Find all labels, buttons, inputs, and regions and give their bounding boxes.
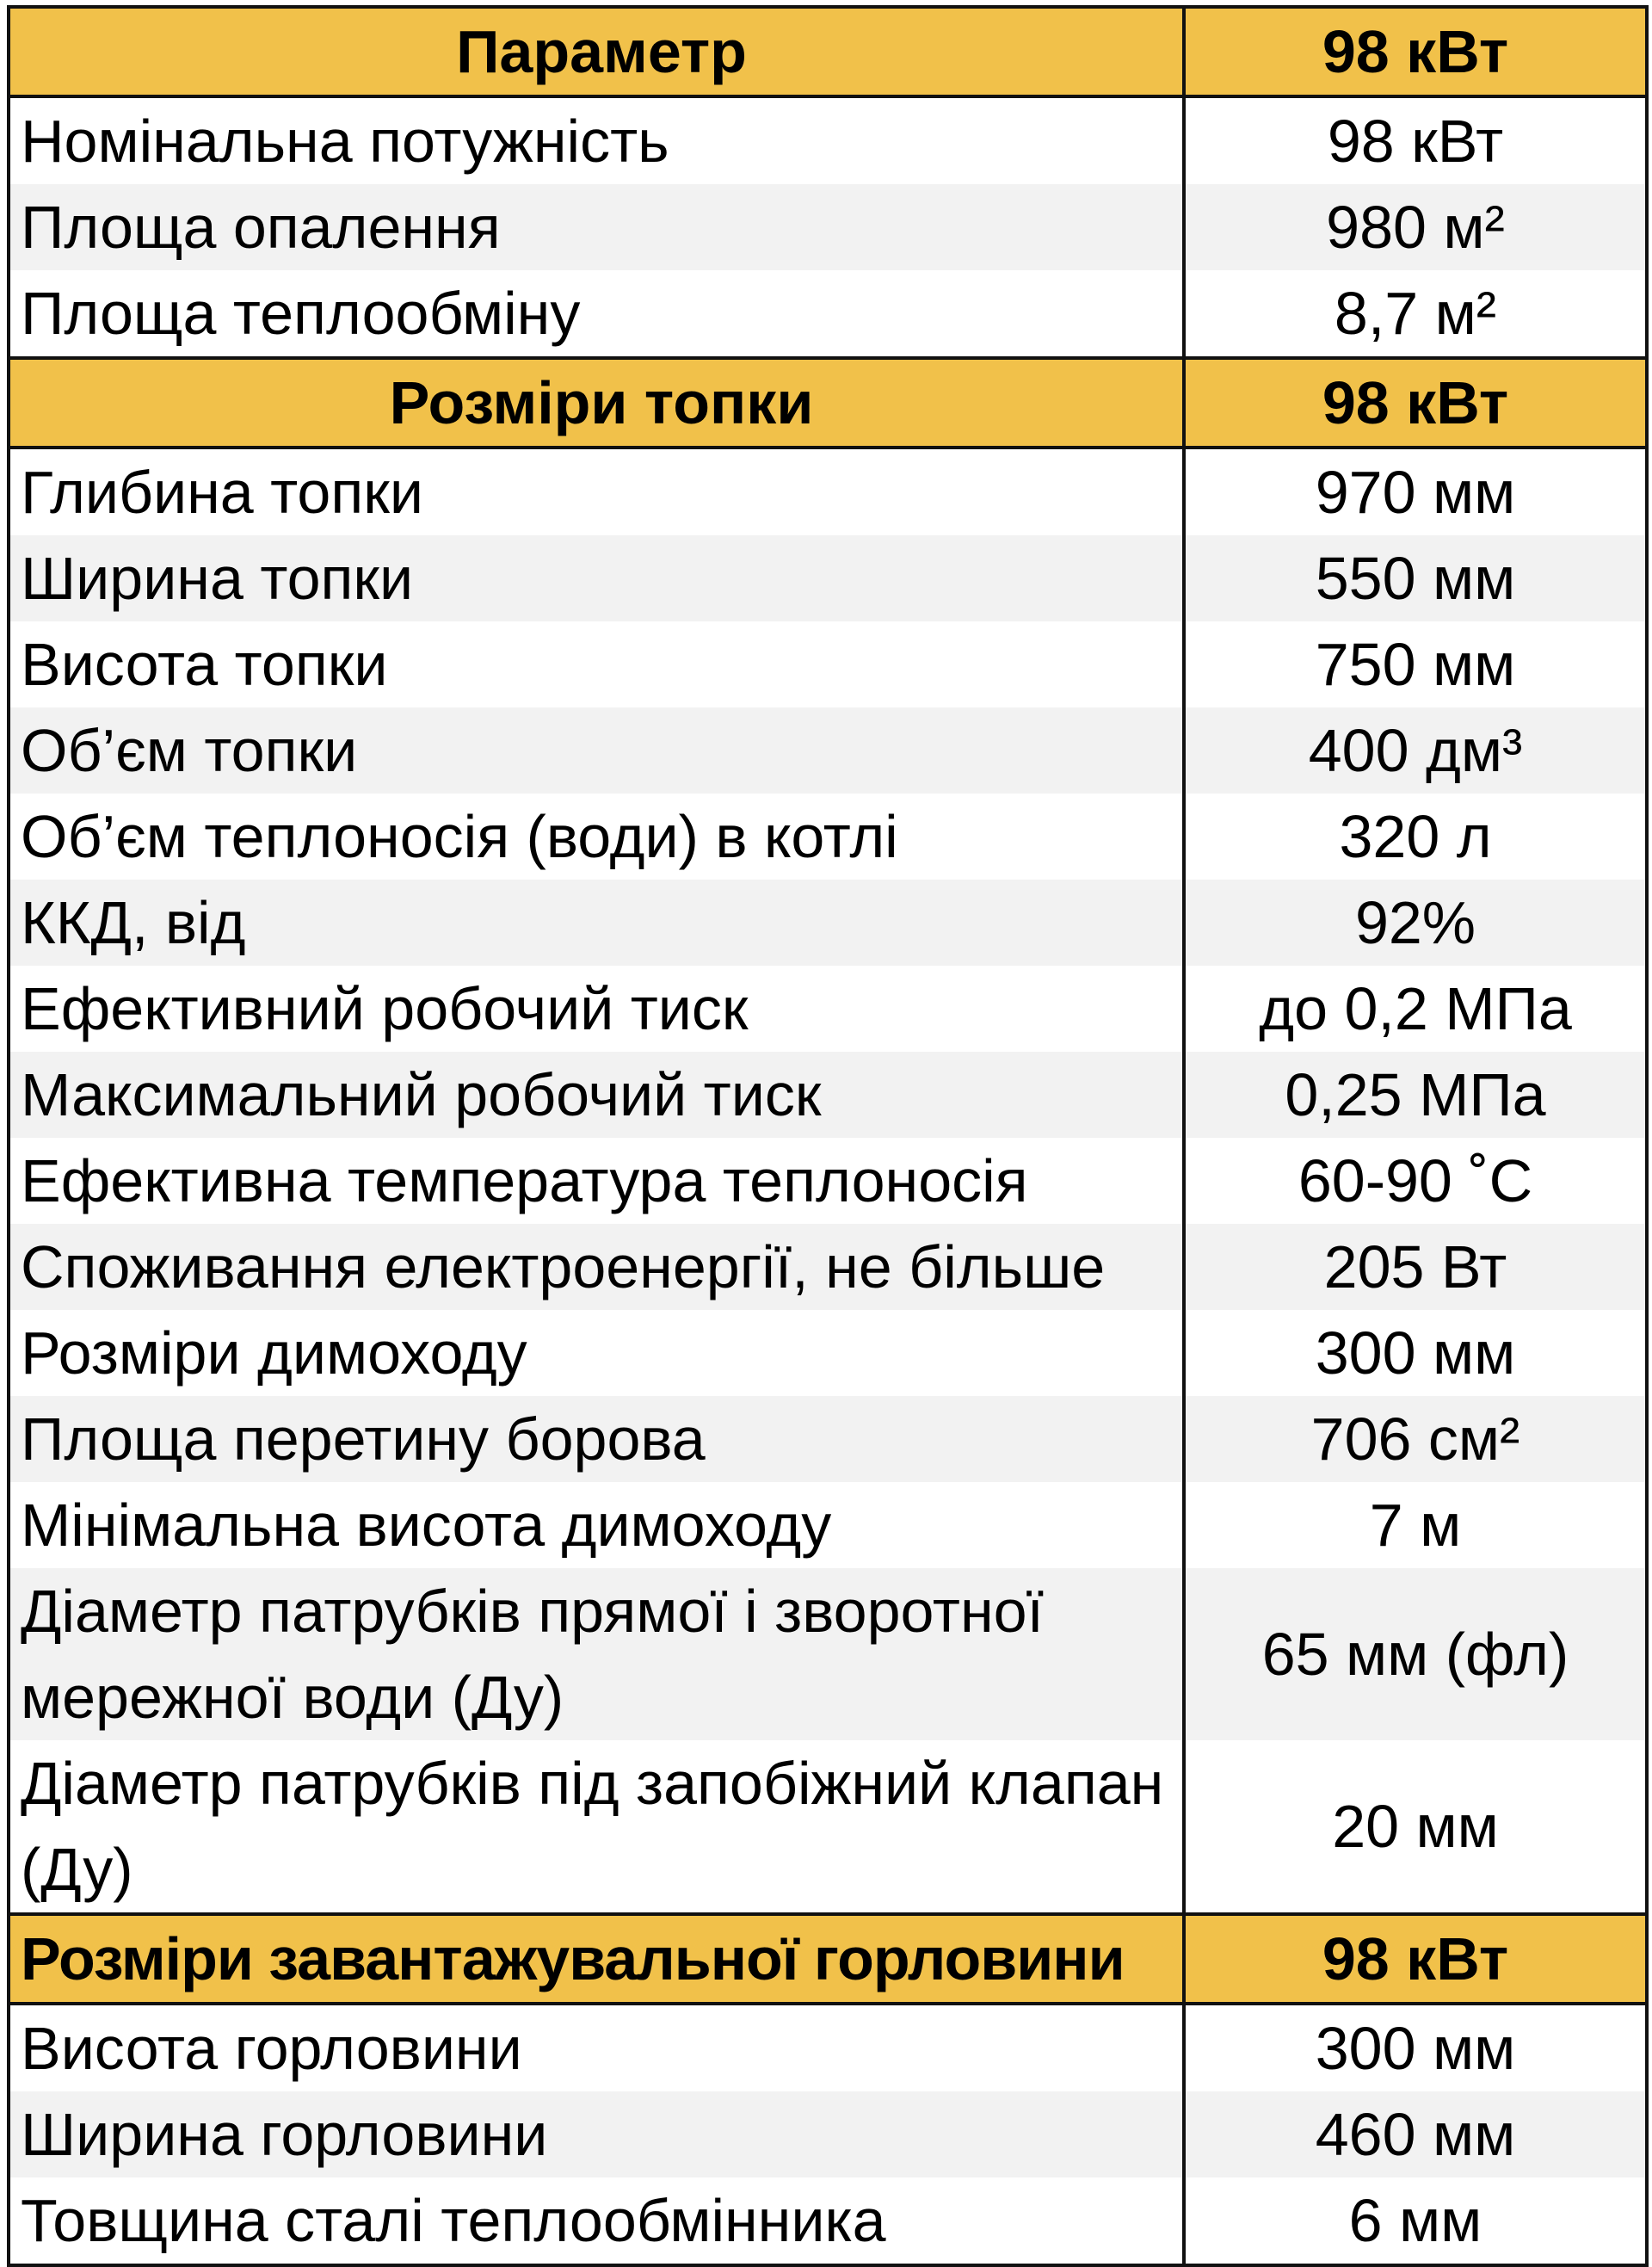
row-name: Мінімальна висота димоходу bbox=[9, 1482, 1184, 1568]
row-name: Площа перетину борова bbox=[9, 1396, 1184, 1482]
header-value: 98 кВт bbox=[1184, 7, 1647, 96]
section-header-loading-door-dimensions bbox=[9, 1914, 1647, 2004]
table-row bbox=[9, 2004, 1647, 2091]
row-value: 460 мм bbox=[1184, 2091, 1647, 2177]
row-name: Об’єм топки bbox=[9, 707, 1184, 794]
table-row bbox=[9, 96, 1647, 184]
row-name: ККД, від bbox=[9, 880, 1184, 966]
section-header-parameters bbox=[9, 7, 1647, 96]
row-value: до 0,2 МПа bbox=[1184, 966, 1647, 1052]
row-name: Товщина сталі теплообмінника bbox=[9, 2177, 1184, 2265]
section-header-firebox-dimensions bbox=[9, 358, 1647, 448]
row-name: Глибина топки bbox=[9, 448, 1184, 535]
table-row bbox=[9, 1568, 1647, 1740]
table-row bbox=[9, 2091, 1647, 2177]
table-row bbox=[9, 1138, 1647, 1224]
row-name: Площа опалення bbox=[9, 184, 1184, 270]
row-value: 65 мм (фл) bbox=[1184, 1568, 1647, 1740]
row-name: Площа теплообміну bbox=[9, 270, 1184, 358]
row-value: 750 мм bbox=[1184, 621, 1647, 707]
table-row bbox=[9, 966, 1647, 1052]
row-name: Об’єм теплоносія (води) в котлі bbox=[9, 794, 1184, 880]
table-row bbox=[9, 880, 1647, 966]
header-value: 98 кВт bbox=[1184, 1914, 1647, 2004]
row-value: 60-90 ˚С bbox=[1184, 1138, 1647, 1224]
row-value: 300 мм bbox=[1184, 2004, 1647, 2091]
header-value: 98 кВт bbox=[1184, 358, 1647, 448]
row-value: 8,7 м² bbox=[1184, 270, 1647, 358]
header-name: Розміри топки bbox=[9, 358, 1184, 448]
row-value: 7 м bbox=[1184, 1482, 1647, 1568]
table-row bbox=[9, 794, 1647, 880]
row-name: Діаметр патрубків прямої і зворотної мережної води (Ду) bbox=[9, 1568, 1184, 1740]
row-name: Номінальна потужність bbox=[9, 96, 1184, 184]
table-row bbox=[9, 1396, 1647, 1482]
table-row bbox=[9, 1740, 1647, 1914]
row-name: Ширина горловини bbox=[9, 2091, 1184, 2177]
header-name: Параметр bbox=[9, 7, 1184, 96]
row-value: 980 м² bbox=[1184, 184, 1647, 270]
row-value: 98 кВт bbox=[1184, 96, 1647, 184]
row-value: 20 мм bbox=[1184, 1740, 1647, 1914]
row-value: 300 мм bbox=[1184, 1310, 1647, 1396]
table-row bbox=[9, 1310, 1647, 1396]
row-name: Розміри димоходу bbox=[9, 1310, 1184, 1396]
table-row bbox=[9, 1052, 1647, 1138]
row-value: 0,25 МПа bbox=[1184, 1052, 1647, 1138]
row-value: 92% bbox=[1184, 880, 1647, 966]
table-row bbox=[9, 1482, 1647, 1568]
table-row bbox=[9, 621, 1647, 707]
row-name: Діаметр патрубків під запобіжний клапан (Ду) bbox=[9, 1740, 1184, 1914]
table-row bbox=[9, 2177, 1647, 2265]
row-name: Висота топки bbox=[9, 621, 1184, 707]
table-row bbox=[9, 448, 1647, 535]
row-value: 320 л bbox=[1184, 794, 1647, 880]
specifications-table bbox=[7, 5, 1649, 2267]
row-name: Ефективний робочий тиск bbox=[9, 966, 1184, 1052]
row-name: Ширина топки bbox=[9, 535, 1184, 621]
row-name: Ефективна температура теплоносія bbox=[9, 1138, 1184, 1224]
table-row bbox=[9, 184, 1647, 270]
row-name: Максимальний робочий тиск bbox=[9, 1052, 1184, 1138]
row-name: Висота горловини bbox=[9, 2004, 1184, 2091]
table-row bbox=[9, 270, 1647, 358]
row-name: Споживання електроенергії, не більше bbox=[9, 1224, 1184, 1310]
table-row bbox=[9, 707, 1647, 794]
row-value: 400 дм³ bbox=[1184, 707, 1647, 794]
row-value: 970 мм bbox=[1184, 448, 1647, 535]
header-name: Розміри завантажувальної горловини bbox=[9, 1914, 1184, 2004]
row-value: 6 мм bbox=[1184, 2177, 1647, 2265]
row-value: 550 мм bbox=[1184, 535, 1647, 621]
row-value: 706 см² bbox=[1184, 1396, 1647, 1482]
table-row bbox=[9, 1224, 1647, 1310]
table-row bbox=[9, 535, 1647, 621]
row-value: 205 Вт bbox=[1184, 1224, 1647, 1310]
